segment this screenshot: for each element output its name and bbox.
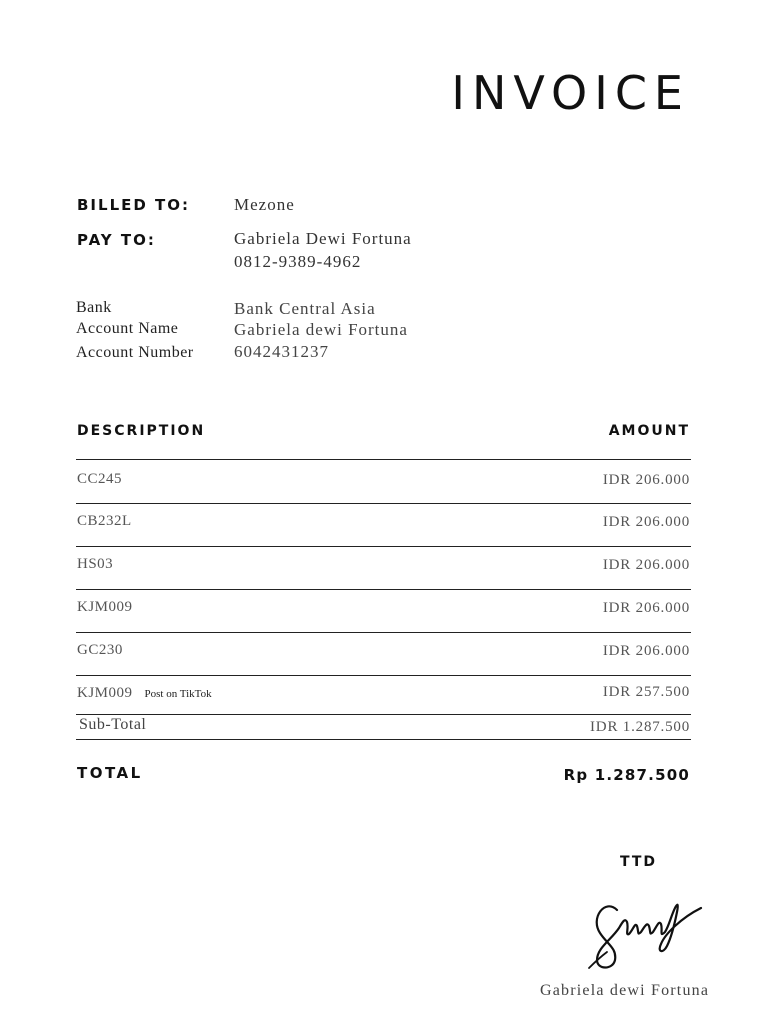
table-divider [76,739,691,740]
table-row-amount: IDR 206.000 [602,600,690,616]
table-row-description: GC230 [77,642,123,658]
billed-to-value: Mezone [234,195,295,214]
account-number-label: Account Number [76,344,194,361]
account-number-value: 6042431237 [234,342,329,361]
table-row-description: CC245 [77,471,123,487]
total-label: TOTAL [77,764,143,782]
bank-label: Bank [76,299,112,316]
table-divider [76,714,691,715]
amount-header: AMOUNT [608,423,690,439]
pay-to-label: PAY TO: [77,231,156,249]
item-note: Post on TikTok [144,688,212,700]
table-row-description: HS03 [77,556,114,572]
table-row-amount: IDR 206.000 [602,514,690,530]
table-divider [76,503,691,504]
billed-to-label: BILLED TO: [77,196,191,214]
total-amount: Rp 1.287.500 [563,766,690,784]
table-row-description: KJM009 [77,599,133,615]
account-name-value: Gabriela dewi Fortuna [234,320,408,339]
pay-to-phone: 0812-9389-4962 [234,252,362,271]
subtotal-label: Sub-Total [79,716,147,733]
signature-image [585,888,710,973]
table-row-amount: IDR 206.000 [602,557,690,573]
subtotal-amount: IDR 1.287.500 [590,719,690,735]
table-divider [76,459,691,460]
table-divider [76,546,691,547]
table-row-amount: IDR 206.000 [602,643,690,659]
table-divider [76,589,691,590]
signature-label: TTD [620,854,658,870]
signature-name: Gabriela dewi Fortuna [540,982,710,999]
account-name-label: Account Name [76,320,179,337]
invoice-title: INVOICE [451,66,690,120]
item-code: KJM009 [77,685,133,701]
table-row-amount: IDR 206.000 [602,472,690,488]
bank-value: Bank Central Asia [234,299,376,318]
pay-to-name: Gabriela Dewi Fortuna [234,229,412,248]
table-divider [76,632,691,633]
table-row-description: CB232L [77,513,132,529]
description-header: DESCRIPTION [77,423,206,439]
table-row-amount: IDR 257.500 [602,684,690,700]
table-divider [76,675,691,676]
table-row-description [77,685,212,702]
